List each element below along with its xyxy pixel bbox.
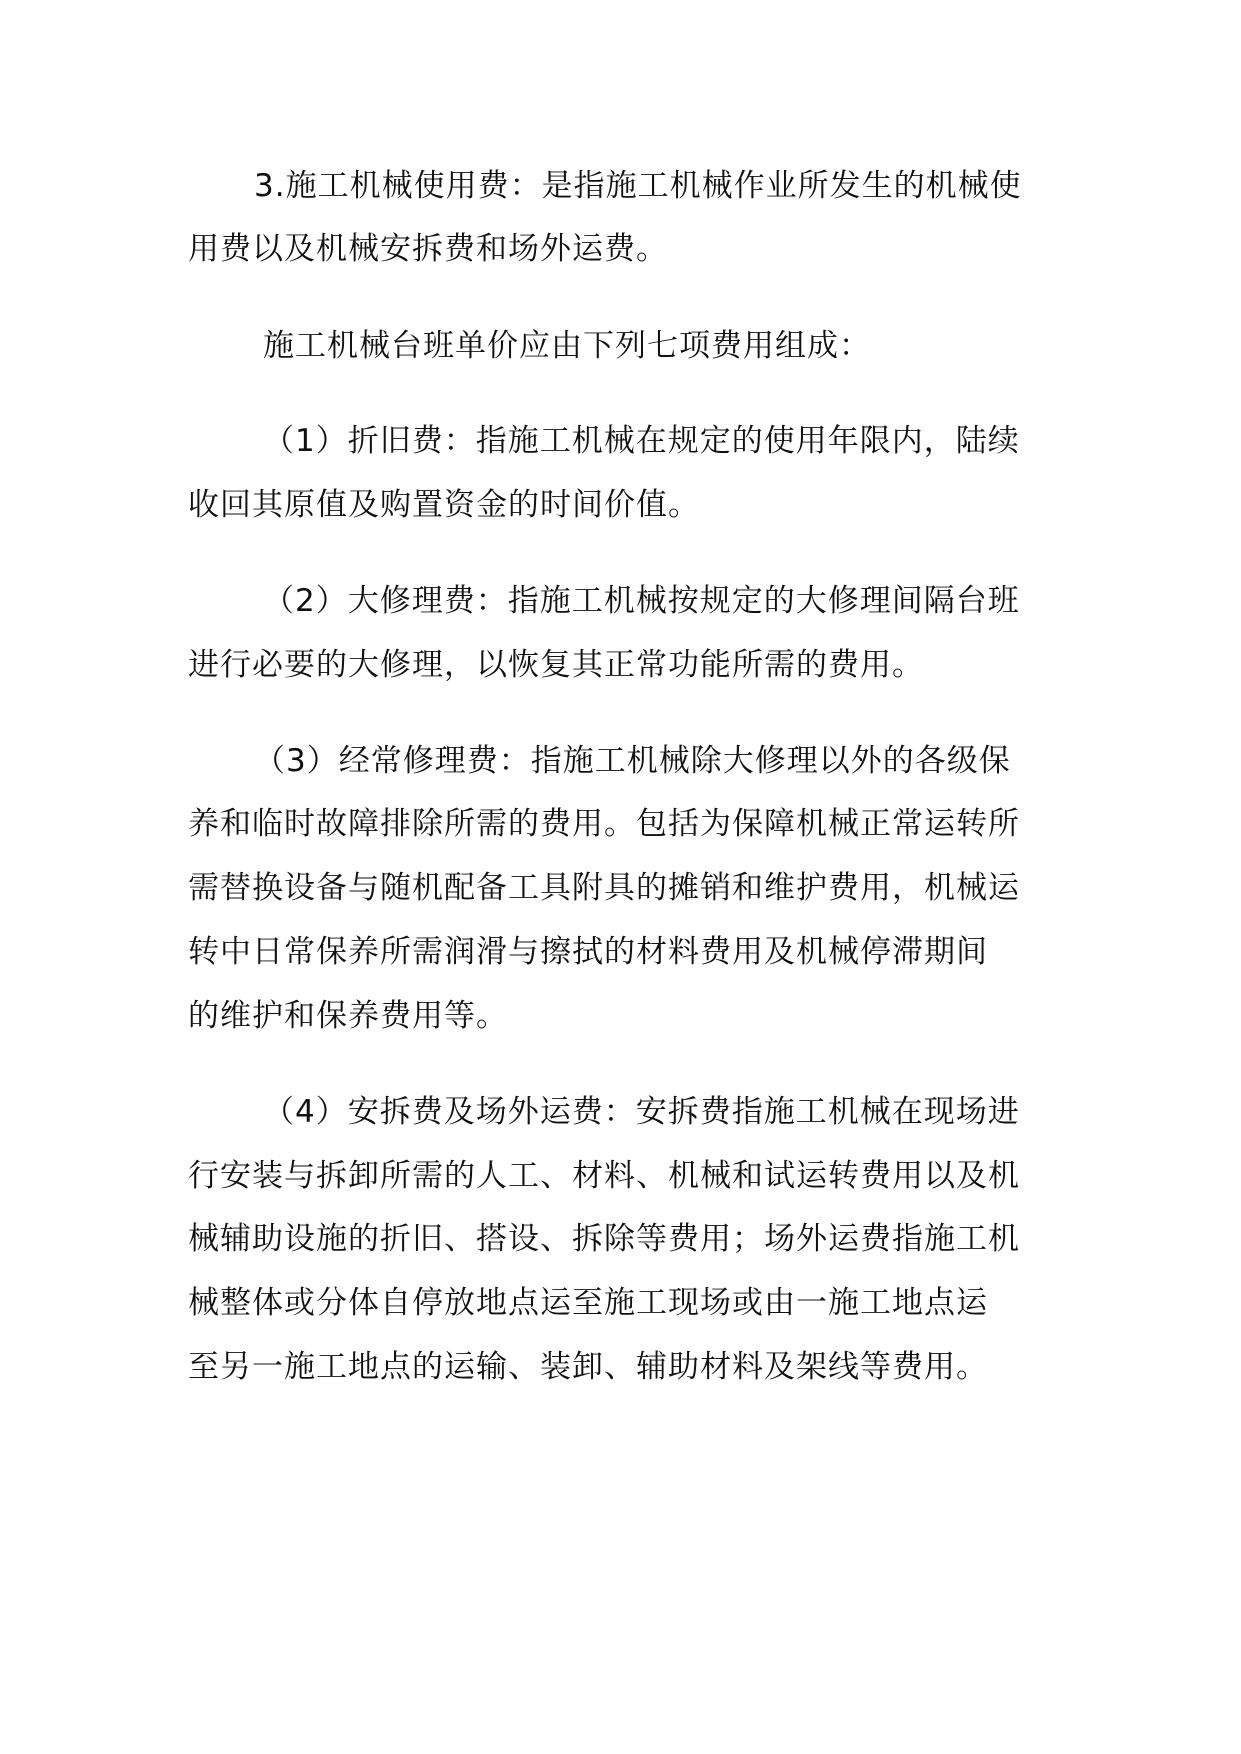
paragraph-4-line-2: 进行必要的大修理，以恢复其正常功能所需的费用。 xyxy=(188,647,924,683)
paragraph-6-line-5: 至另一施工地点的运输、装卸、辅助材料及架线等费用。 xyxy=(188,1349,988,1385)
paragraph-5-line-2: 养和临时故障排除所需的费用。包括为保障机械正常运转所 xyxy=(188,806,1020,842)
paragraph-1-line-2: 用费以及机械安拆费和场外运费。 xyxy=(188,231,668,267)
paragraph-6-line-3: 械辅助设施的折旧、搭设、拆除等费用；场外运费指施工机 xyxy=(188,1221,1020,1257)
paragraph-3-line-2: 收回其原值及购置资金的时间价值。 xyxy=(188,487,700,523)
paragraph-6-line-2: 行安装与拆卸所需的人工、材料、机械和试运转费用以及机 xyxy=(188,1158,1020,1194)
paragraph-6-line-4: 械整体或分体自停放地点运至施工现场或由一施工地点运 xyxy=(188,1285,988,1321)
paragraph-5-line-5: 的维护和保养费用等。 xyxy=(188,998,508,1034)
paragraph-1-line-1: 3.施工机械使用费：是指施工机械作业所发生的机械使 xyxy=(254,168,1022,204)
paragraph-5-line-3: 需替换设备与随机配备工具附具的摊销和维护费用，机械运 xyxy=(188,870,1020,906)
paragraph-6-line-1: （4）安拆费及场外运费：安拆费指施工机械在现场进 xyxy=(263,1094,1020,1130)
paragraph-5-line-4: 转中日常保养所需润滑与擦拭的材料费用及机械停滞期间 xyxy=(188,934,988,970)
paragraph-4-line-1: （2）大修理费：指施工机械按规定的大修理间隔台班 xyxy=(263,583,1020,619)
paragraph-5-line-1: （3）经常修理费：指施工机械除大修理以外的各级保 xyxy=(254,743,1011,779)
paragraph-3-line-1: （1）折旧费：指施工机械在规定的使用年限内，陆续 xyxy=(263,423,1020,459)
paragraph-2-line-1: 施工机械台班单价应由下列七项费用组成： xyxy=(263,328,871,364)
